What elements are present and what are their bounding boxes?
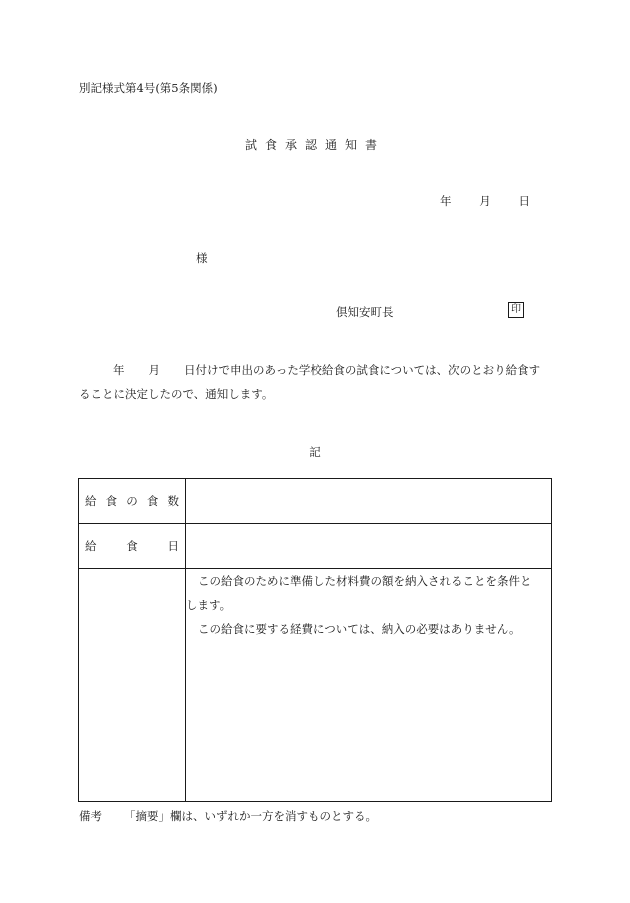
label-char: 給 [85,494,97,508]
label-char: 数 [167,494,179,508]
remarks-label [79,569,186,802]
date-day: 日 [518,194,530,208]
date-month: 月 [479,194,491,208]
meal-count-label [79,479,186,524]
date-line [440,193,530,209]
footnote [79,808,377,824]
label-char: 食 [146,494,159,508]
remarks-line-3: この給食に要する経費については、納入の必要はありません。 [198,622,521,636]
body-line1-text: 日付けで申出のあった学校給食の試食については、次のとおり給食す [184,363,541,377]
table-row-remarks [79,569,552,802]
remarks-value [186,569,552,802]
meal-count-value[interactable] [186,479,552,524]
remarks-line-2: します。 [186,598,232,612]
label-char: 食 [126,539,138,553]
meal-date-label [79,524,186,569]
table-row-meal-date [79,524,552,569]
label-char: 日 [167,539,179,553]
footnote-text: 「摘要」欄は、いずれか一方を消すものとする。 [124,809,377,823]
ki-heading: 記 [309,445,321,459]
date-year: 年 [440,194,452,208]
label-char: の [126,494,138,508]
body-month: 月 [148,363,160,377]
meal-date-value[interactable] [186,524,552,569]
document-title: 試食承認通知書 [244,138,385,152]
form-id: 別記様式第4号(第5条関係) [79,81,218,95]
label-char: 給 [85,539,97,553]
issuer-name: 倶知安町長 [336,305,394,319]
body-year: 年 [113,363,125,377]
notice-body [79,358,551,406]
addressee-suffix: 様 [196,251,208,265]
notice-line-1 [79,358,551,382]
notice-line-2: ることに決定したので、通知します。 [79,387,274,401]
remarks-line-1: この給食のために準備した材料費の額を納入されることを条件と [198,574,532,588]
footnote-label: 備考 [79,809,102,823]
table-row-meal-count [79,479,552,524]
details-table [78,478,552,802]
seal-mark: 印 [508,302,524,318]
label-char: 食 [105,494,118,508]
